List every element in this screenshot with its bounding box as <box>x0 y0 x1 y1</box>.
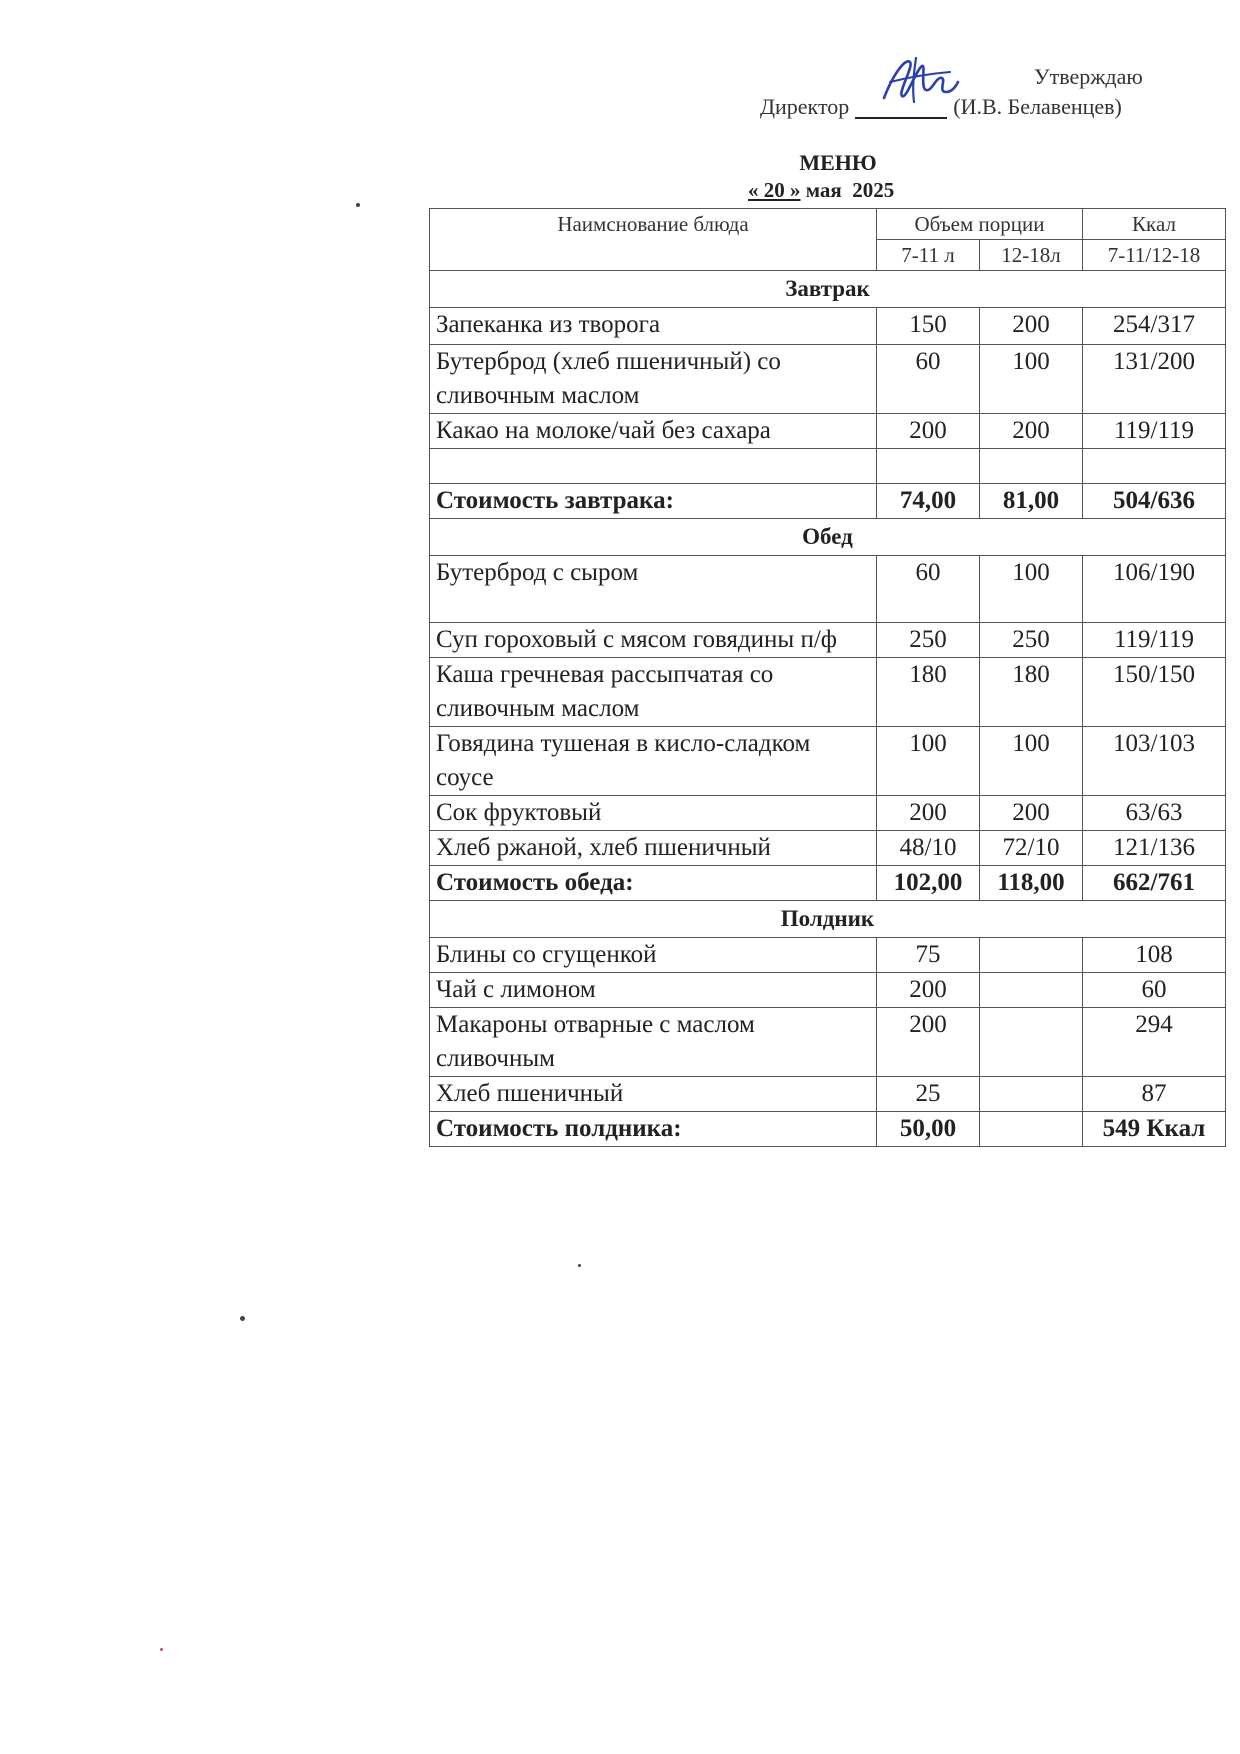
director-line <box>760 94 1122 120</box>
kcal-value: 119/119 <box>1083 414 1226 449</box>
total-cost-7-11: 50,00 <box>877 1112 980 1147</box>
scan-speck <box>578 1264 581 1267</box>
portion-12-18 <box>980 973 1083 1008</box>
kcal-value: 150/150 <box>1083 658 1226 727</box>
kcal-value: 131/200 <box>1083 345 1226 414</box>
portion-12-18: 72/10 <box>980 831 1083 866</box>
table-row <box>430 727 1226 796</box>
total-cost-12-18: 81,00 <box>980 484 1083 519</box>
portion-12-18: 200 <box>980 414 1083 449</box>
table-row <box>430 414 1226 449</box>
approval-heading: Утверждаю <box>1034 64 1143 89</box>
table-row <box>430 1077 1226 1112</box>
portion-7-11: 60 <box>877 345 980 414</box>
table-row <box>430 308 1226 345</box>
table-row <box>430 796 1226 831</box>
portion-7-11: 180 <box>877 658 980 727</box>
portion-7-11: 100 <box>877 727 980 796</box>
table-row <box>430 831 1226 866</box>
portion-12-18: 100 <box>980 727 1083 796</box>
total-label: Стоимость полдника: <box>430 1112 877 1147</box>
kcal-value: 103/103 <box>1083 727 1226 796</box>
scan-speck <box>240 1316 245 1321</box>
portion-12-18 <box>980 1008 1083 1077</box>
dish-name: Бутерброд (хлеб пшеничный) со сливочным маслом <box>430 345 877 414</box>
portion-7-11: 200 <box>877 414 980 449</box>
section-row <box>430 901 1226 938</box>
section-snack: Полдник <box>430 901 1226 938</box>
table-row <box>430 1008 1226 1077</box>
portion-12-18: 100 <box>980 345 1083 414</box>
total-label: Стоимость обеда: <box>430 866 877 901</box>
portion-12-18 <box>980 1077 1083 1112</box>
dish-name: Суп гороховый с мясом говядины п/ф <box>430 623 877 658</box>
dish-name: Чай с лимоном <box>430 973 877 1008</box>
section-row <box>430 271 1226 308</box>
total-cost-7-11: 74,00 <box>877 484 980 519</box>
kcal-value: 106/190 <box>1083 556 1226 623</box>
total-kcal: 549 Ккал <box>1083 1112 1226 1147</box>
kcal-value: 63/63 <box>1083 796 1226 831</box>
portion-12-18: 180 <box>980 658 1083 727</box>
kcal-value: 294 <box>1083 1008 1226 1077</box>
dish-name: Хлеб ржаной, хлеб пшеничный <box>430 831 877 866</box>
section-breakfast: Завтрак <box>430 271 1226 308</box>
portion-7-11: 200 <box>877 1008 980 1077</box>
table-row <box>430 345 1226 414</box>
kcal-value: 87 <box>1083 1077 1226 1112</box>
portion-7-11: 200 <box>877 796 980 831</box>
table-row <box>430 938 1226 973</box>
header-portion: Объем порции <box>877 209 1083 240</box>
menu-table <box>429 208 1226 1147</box>
empty-row <box>430 449 1226 484</box>
portion-12-18: 100 <box>980 556 1083 623</box>
table-row <box>430 658 1226 727</box>
header-kcal-age: 7-11/12-18 <box>1083 240 1226 271</box>
portion-7-11: 200 <box>877 973 980 1008</box>
menu-date <box>748 178 894 203</box>
total-kcal: 662/761 <box>1083 866 1226 901</box>
header-kcal: Ккал <box>1083 209 1226 240</box>
header-age-7-11: 7-11 л <box>877 240 980 271</box>
portion-7-11: 250 <box>877 623 980 658</box>
kcal-value: 119/119 <box>1083 623 1226 658</box>
total-kcal: 504/636 <box>1083 484 1226 519</box>
portion-7-11: 150 <box>877 308 980 345</box>
section-lunch: Обед <box>430 519 1226 556</box>
total-row <box>430 1112 1226 1147</box>
dish-name: Каша гречневая рассыпчатая со сливочным маслом <box>430 658 877 727</box>
kcal-value: 60 <box>1083 973 1226 1008</box>
total-cost-12-18: 118,00 <box>980 866 1083 901</box>
kcal-value: 254/317 <box>1083 308 1226 345</box>
dish-name: Хлеб пшеничный <box>430 1077 877 1112</box>
date-month: мая <box>805 178 842 202</box>
date-day: « 20 » <box>748 178 801 202</box>
section-row <box>430 519 1226 556</box>
table-row <box>430 623 1226 658</box>
header-dish-name: Наимснование блюда <box>430 209 877 271</box>
table-row <box>430 556 1226 623</box>
header-age-12-18: 12-18л <box>980 240 1083 271</box>
date-year: 2025 <box>852 178 895 202</box>
portion-12-18: 200 <box>980 796 1083 831</box>
dish-name: Сок фруктовый <box>430 796 877 831</box>
portion-7-11: 48/10 <box>877 831 980 866</box>
director-name: (И.В. Белавенцев) <box>953 94 1122 119</box>
director-label: Директор <box>760 94 850 119</box>
dish-name: Какао на молоке/чай без сахара <box>430 414 877 449</box>
table-row <box>430 973 1226 1008</box>
total-cost-7-11: 102,00 <box>877 866 980 901</box>
header-row <box>430 209 1226 240</box>
signature-line <box>855 117 947 119</box>
total-row <box>430 866 1226 901</box>
scan-speck <box>160 1648 163 1651</box>
dish-name: Запеканка из творога <box>430 308 877 345</box>
kcal-value: 121/136 <box>1083 831 1226 866</box>
menu-title: МЕНЮ <box>799 150 877 175</box>
portion-12-18: 200 <box>980 308 1083 345</box>
dish-name: Бутерброд с сыром <box>430 556 877 623</box>
total-cost-12-18 <box>980 1112 1083 1147</box>
portion-7-11: 60 <box>877 556 980 623</box>
portion-7-11: 75 <box>877 938 980 973</box>
portion-12-18 <box>980 938 1083 973</box>
kcal-value: 108 <box>1083 938 1226 973</box>
dish-name: Макароны отварные с маслом сливочным <box>430 1008 877 1077</box>
total-row <box>430 484 1226 519</box>
portion-12-18: 250 <box>980 623 1083 658</box>
scan-speck <box>356 203 360 207</box>
dish-name: Говядина тушеная в кисло-сладком соусе <box>430 727 877 796</box>
portion-7-11: 25 <box>877 1077 980 1112</box>
dish-name: Блины со сгущенкой <box>430 938 877 973</box>
total-label: Стоимость завтрака: <box>430 484 877 519</box>
